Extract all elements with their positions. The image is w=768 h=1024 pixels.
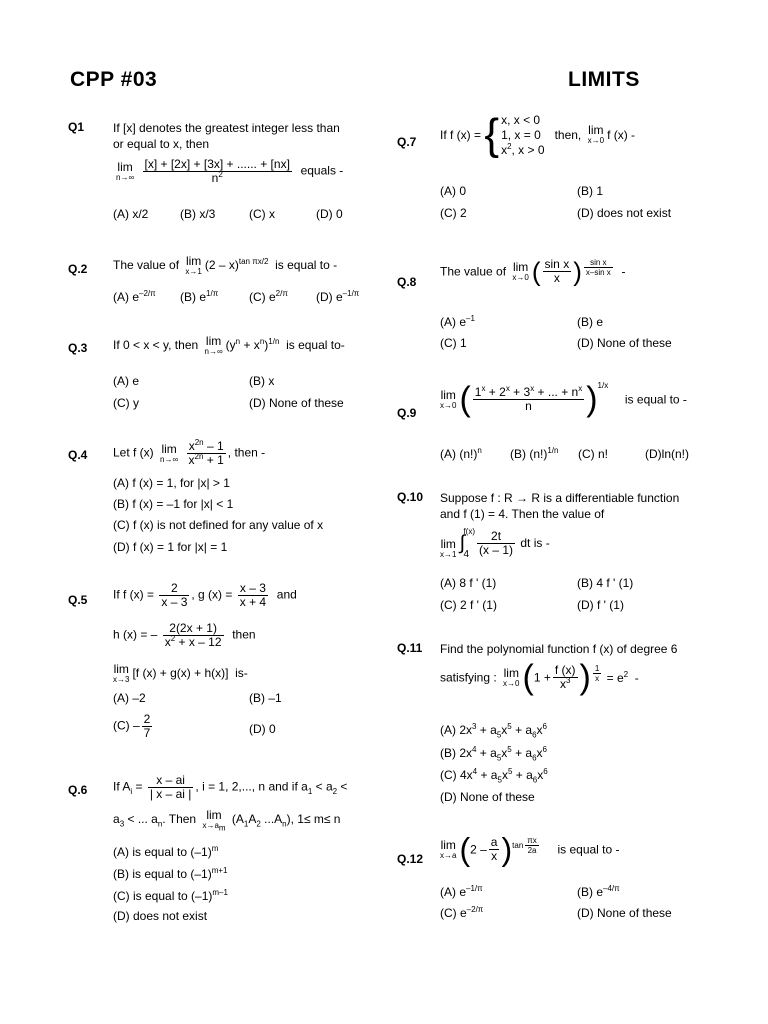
math-expression: If 0 < x < y, then lim n→∞ $(y^n + x^n)^{1/n}$ is equal to- <box>113 334 345 356</box>
option-b: (B) x/3 <box>180 207 216 221</box>
question-text: If [x] denotes the greatest integer less than <box>113 121 340 135</box>
option-b: (B) is equal to $(-1)^{m+1}$ <box>113 866 228 881</box>
option-b: (B) $(n!)^{1/n}$ <box>510 446 559 461</box>
option-a: (A) f (x) = 1, for |x| > 1 <box>113 476 230 490</box>
math-expression: $a_3$ < ... $a_n$. Then lim $x\to a_m$ ($A_1A_2$ $...A_n$), 1≤ m≤ n <box>113 808 341 833</box>
question-number: Q.8 <box>397 275 417 289</box>
option-a: (A) $e^{-1/\pi}$ <box>440 884 483 899</box>
option-b: (B) f (x) = –1 for |x| < 1 <box>113 497 234 511</box>
option-a: (A) $(n!)^n$ <box>440 446 482 461</box>
option-c: (C) is equal to $(-1)^{m-1}$ <box>113 888 228 903</box>
question-number: Q.12 <box>397 852 424 866</box>
math-expression: If f (x) = { x, x < 0 1, x = 0 $x^2$, x > 0 then, lim x→0 f (x) - <box>440 110 636 159</box>
option-c: (C) 1 <box>440 336 467 350</box>
option-a: (A) –2 <box>113 691 146 705</box>
option-d: (D) $e^{-1/\pi}$ <box>316 289 360 304</box>
option-c: (C) f (x) is not defined for any value of x <box>113 518 324 532</box>
option-d: (D) None of these <box>440 790 535 804</box>
option-c: (C) n! <box>578 447 608 461</box>
option-c: (C) 2 f ' (1) <box>440 598 497 612</box>
option-c: (C) $4x^4 + a_5x^5 + a_6x^6$ <box>440 767 548 785</box>
question-number: Q.11 <box>397 641 423 655</box>
math-expression: lim x→1 f(x) ∫ 4 $\frac{2t}{(x - 1)}$ dt is - <box>440 527 550 560</box>
question-number: Q.2 <box>68 262 88 276</box>
question-text: Find the polynomial function f (x) of degree 6 <box>440 642 678 656</box>
option-a: (A) is equal to $(-1)^m$ <box>113 844 219 859</box>
math-expression: h (x) = – $\frac{2(2x + 1)}{x^2 + x - 12}$ then <box>113 621 256 649</box>
option-b: (B) –1 <box>249 691 282 705</box>
option-b: (B) $2x^4 + a_5x^5 + a_6x^6$ <box>440 745 547 763</box>
option-b: (B) x <box>249 374 275 388</box>
option-d: (D) None of these <box>249 396 344 410</box>
question-number: Q.9 <box>397 406 417 420</box>
question-number: Q.3 <box>68 341 88 355</box>
math-expression: lim x→a (2 – $\frac{a}{x}$ )$^{tan \frac{\pi x}{2a}}$ is equal to - <box>440 831 620 868</box>
option-b: (B) 4 f ' (1) <box>577 576 634 590</box>
math-expression: lim n→∞ $\frac{[x] + [2x] + [3x] + ...... + [nx]}{n^2}$ equals - <box>116 157 344 185</box>
math-expression: satisfying : lim x→0 (1 + $\frac{f (x)}{x^3}$ ) $\frac{1}{x}$ = $e^2$ - <box>440 658 639 697</box>
option-c: (C) x <box>249 207 275 221</box>
question-number: Q.10 <box>397 490 424 504</box>
option-d: (D) 0 <box>316 207 343 221</box>
question-number: Q.6 <box>68 783 88 797</box>
option-d: (D)ln(n!) <box>645 447 689 461</box>
option-b: (B) 1 <box>577 184 604 198</box>
option-c: (C) 2 <box>440 206 467 220</box>
question-text: and f (1) = 4. Then the value of <box>440 507 605 521</box>
question-text: Suppose f : R → R is a differentiable function <box>440 491 680 505</box>
math-expression: lim x→0 ( $\frac{1^x + 2^x + 3^x + ... + n^x}{n}$ )$^{1/x}$ is equal to - <box>440 380 687 419</box>
option-d: (D) does not exist <box>113 909 208 923</box>
question-number: Q.5 <box>68 593 88 607</box>
option-b: (B) $e^{1/\pi}$ <box>180 289 219 304</box>
option-c: (C) – $\frac{2}{7}$ <box>113 712 151 740</box>
option-d: (D) 0 <box>249 722 276 736</box>
option-c: (C) $e^{2/\pi}$ <box>249 289 288 304</box>
math-expression: Let f (x) lim n→∞ $\frac{x^{2n} - 1}{x^{2n} + 1}$ , then - <box>113 438 266 467</box>
question-number: Q.4 <box>68 448 88 462</box>
option-a: (A) $e^{-1}$ <box>440 314 475 329</box>
question-text: or equal to x, then <box>113 137 210 151</box>
math-expression: The value of lim x→1 (2 – x)$^{tan \pi x/2}$ is equal to - <box>113 254 338 276</box>
option-d: (D) does not exist <box>577 206 672 220</box>
option-a: (A) 8 f ' (1) <box>440 576 497 590</box>
option-c: (C) $e^{-2/\pi}$ <box>440 905 484 920</box>
option-a: (A) $2x^3 + a_5x^5 + a_6x^6$ <box>440 722 547 740</box>
option-a: (A) $e^{-2/\pi}$ <box>113 289 156 304</box>
option-d: (D) None of these <box>577 906 672 920</box>
math-expression: If $A_i$ = $\frac{x - ai}{| x - ai |}$ , i = 1, 2,..., n and if $a_1 < a_2$ < <box>113 773 348 801</box>
page-code: CPP #03 <box>70 68 158 91</box>
option-a: (A) e <box>113 374 140 388</box>
option-b: (B) $e^{-4/\pi}$ <box>577 884 620 899</box>
math-expression: The value of lim x→0 ( $\frac{\text{sin x}}{x}$ ) $\frac{\text{sin x}}{\text{x–sin x}}$ - <box>440 256 626 287</box>
math-expression: lim x→3 [f (x) + g(x) + h(x)] is- <box>113 662 248 684</box>
option-a: (A) x/2 <box>113 207 149 221</box>
question-number: Q1 <box>68 120 85 134</box>
option-d: (D) f (x) = 1 for |x| = 1 <box>113 540 228 554</box>
math-expression: If f (x) = $\frac{2}{x - 3}$ , g (x) = $\frac{x - 3}{x + 4}$ and <box>113 581 297 609</box>
option-c: (C) y <box>113 396 139 410</box>
option-b: (B) e <box>577 315 604 329</box>
option-d: (D) f ' (1) <box>577 598 624 612</box>
question-number: Q.7 <box>397 135 417 149</box>
option-d: (D) None of these <box>577 336 672 350</box>
option-a: (A) 0 <box>440 184 467 198</box>
page-topic: LIMITS <box>568 68 640 91</box>
